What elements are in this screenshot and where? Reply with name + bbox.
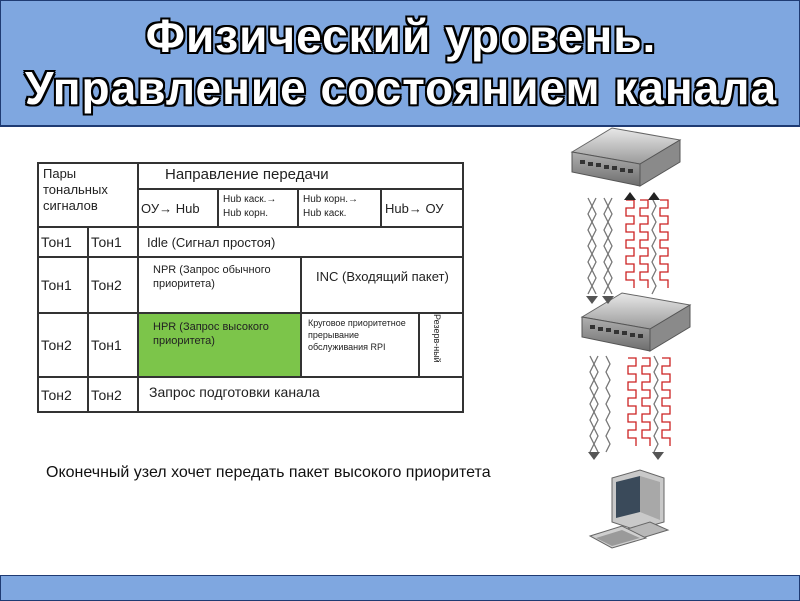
hub-icon bbox=[582, 293, 690, 351]
row3-tone-b: Тон1 bbox=[87, 312, 139, 378]
row4-channel-prep: Запрос подготовки канала bbox=[137, 376, 464, 413]
row1-tone-b: Тон1 bbox=[87, 226, 139, 258]
computer-icon bbox=[590, 470, 668, 548]
dir-ou-hub: ОУ→ Hub bbox=[137, 188, 219, 228]
signal-lines bbox=[586, 192, 668, 304]
dir-hub-ou: Hub→ ОУ bbox=[380, 188, 464, 228]
row2-inc: INC (Входящий пакет) bbox=[300, 256, 464, 314]
row3-hpr: HPR (Запрос высокого приоритета) bbox=[137, 312, 302, 378]
row4-tone-a: Тон2 bbox=[37, 376, 89, 413]
footer-bar bbox=[0, 575, 800, 601]
row1-tone-a: Тон1 bbox=[37, 226, 89, 258]
header-direction: Направление передачи bbox=[137, 162, 464, 190]
row4-tone-b: Тон2 bbox=[87, 376, 139, 413]
header-pairs: Пары тональных сигналов bbox=[37, 162, 139, 228]
slide-title-line1: Физический уровень. bbox=[145, 10, 657, 62]
row3-rpi: Круговое приоритетное прерывание обслуживания RPI bbox=[300, 312, 420, 378]
row2-tone-a: Тон1 bbox=[37, 256, 89, 314]
caption: Оконечный узел хочет передать пакет высокого приоритета bbox=[46, 464, 491, 481]
dir-hub-korn-kask: Hub корн.→ Hub каск. bbox=[297, 188, 382, 228]
row1-idle: Idle (Сигнал простоя) bbox=[137, 226, 464, 258]
row2-tone-b: Тон2 bbox=[87, 256, 139, 314]
row3-tone-a: Тон2 bbox=[37, 312, 89, 378]
row2-npr: NPR (Запрос обычного приоритета) bbox=[137, 256, 302, 314]
signal-lines bbox=[588, 356, 670, 460]
slide-title-line2: Управление состоянием канала bbox=[24, 62, 778, 114]
hub-icon bbox=[572, 128, 680, 186]
row3-reserved: Резерв-ный bbox=[432, 314, 442, 363]
dir-hub-kask-korn: Hub каск.→ Hub корн. bbox=[217, 188, 299, 228]
